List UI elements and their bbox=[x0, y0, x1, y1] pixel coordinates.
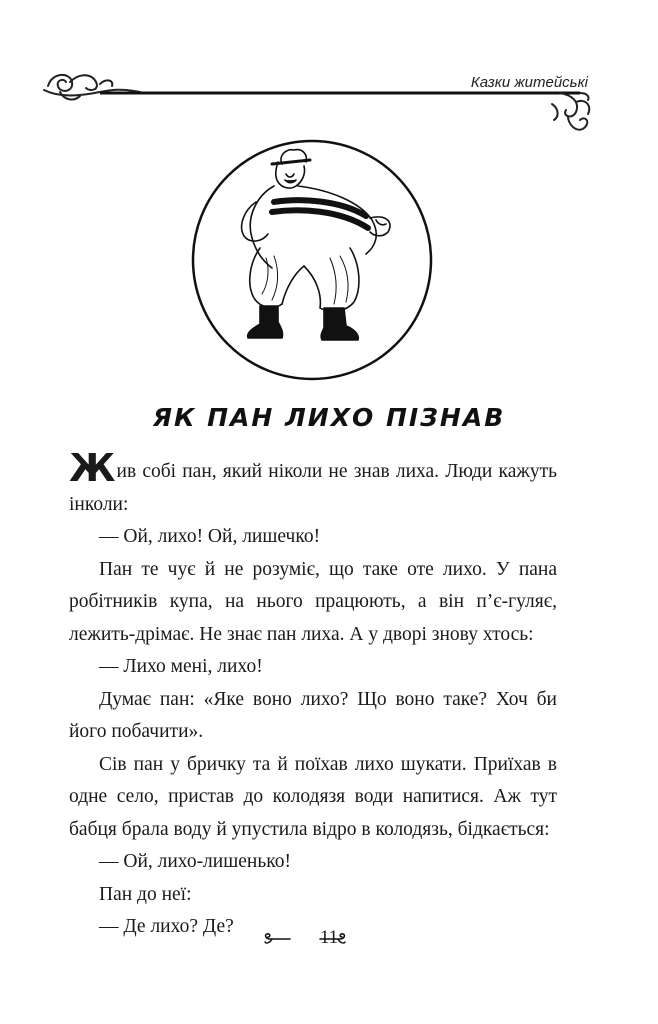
right-flourish-icon bbox=[318, 931, 348, 947]
story-paragraph: — Де лихо? Де? bbox=[99, 916, 234, 937]
story-text bbox=[69, 446, 557, 944]
paragraph-text: ив собі пан, який ніколи не знав лиха. Люди кажуть інколи: bbox=[69, 461, 557, 515]
page-number: 11 bbox=[319, 927, 339, 948]
page-footer bbox=[0, 927, 658, 957]
story-paragraph: — Ой, лихо-лишенько! bbox=[99, 851, 291, 872]
fat-landlord-illustration bbox=[190, 138, 434, 382]
story-paragraph: Думає пан: «Яке воно лихо? Що воно таке? Хоч би його побачити». bbox=[69, 688, 557, 742]
running-header-title: Казки житейські bbox=[470, 74, 588, 91]
story-paragraph: Пан те чує й не розуміє, що таке оте лихо. У пана робітників купа, на нього працюють, а він п’є-гуляє, лежить-дрімає. Не знає пан лиха. А у дворі знову хтось: bbox=[69, 558, 557, 645]
story-paragraph: Сів пан у бричку та й поїхав лихо шукати. Приїхав в одне село, пристав до колодязя води напитися. Аж тут бабця брала воду й упустила відро в колодязь, бідкається: bbox=[69, 753, 557, 840]
story-paragraph: — Ой, лихо! Ой, лишечко! bbox=[99, 526, 321, 547]
story-paragraph: — Лихо мені, лихо! bbox=[99, 656, 263, 677]
left-flourish-icon bbox=[262, 931, 292, 947]
story-paragraph: Пан до неї: bbox=[99, 883, 192, 905]
story-paragraph bbox=[69, 446, 557, 521]
story-title: ЯК ПАН ЛИХО ПІЗНАВ bbox=[152, 403, 506, 432]
drop-cap: Ж bbox=[69, 446, 116, 490]
